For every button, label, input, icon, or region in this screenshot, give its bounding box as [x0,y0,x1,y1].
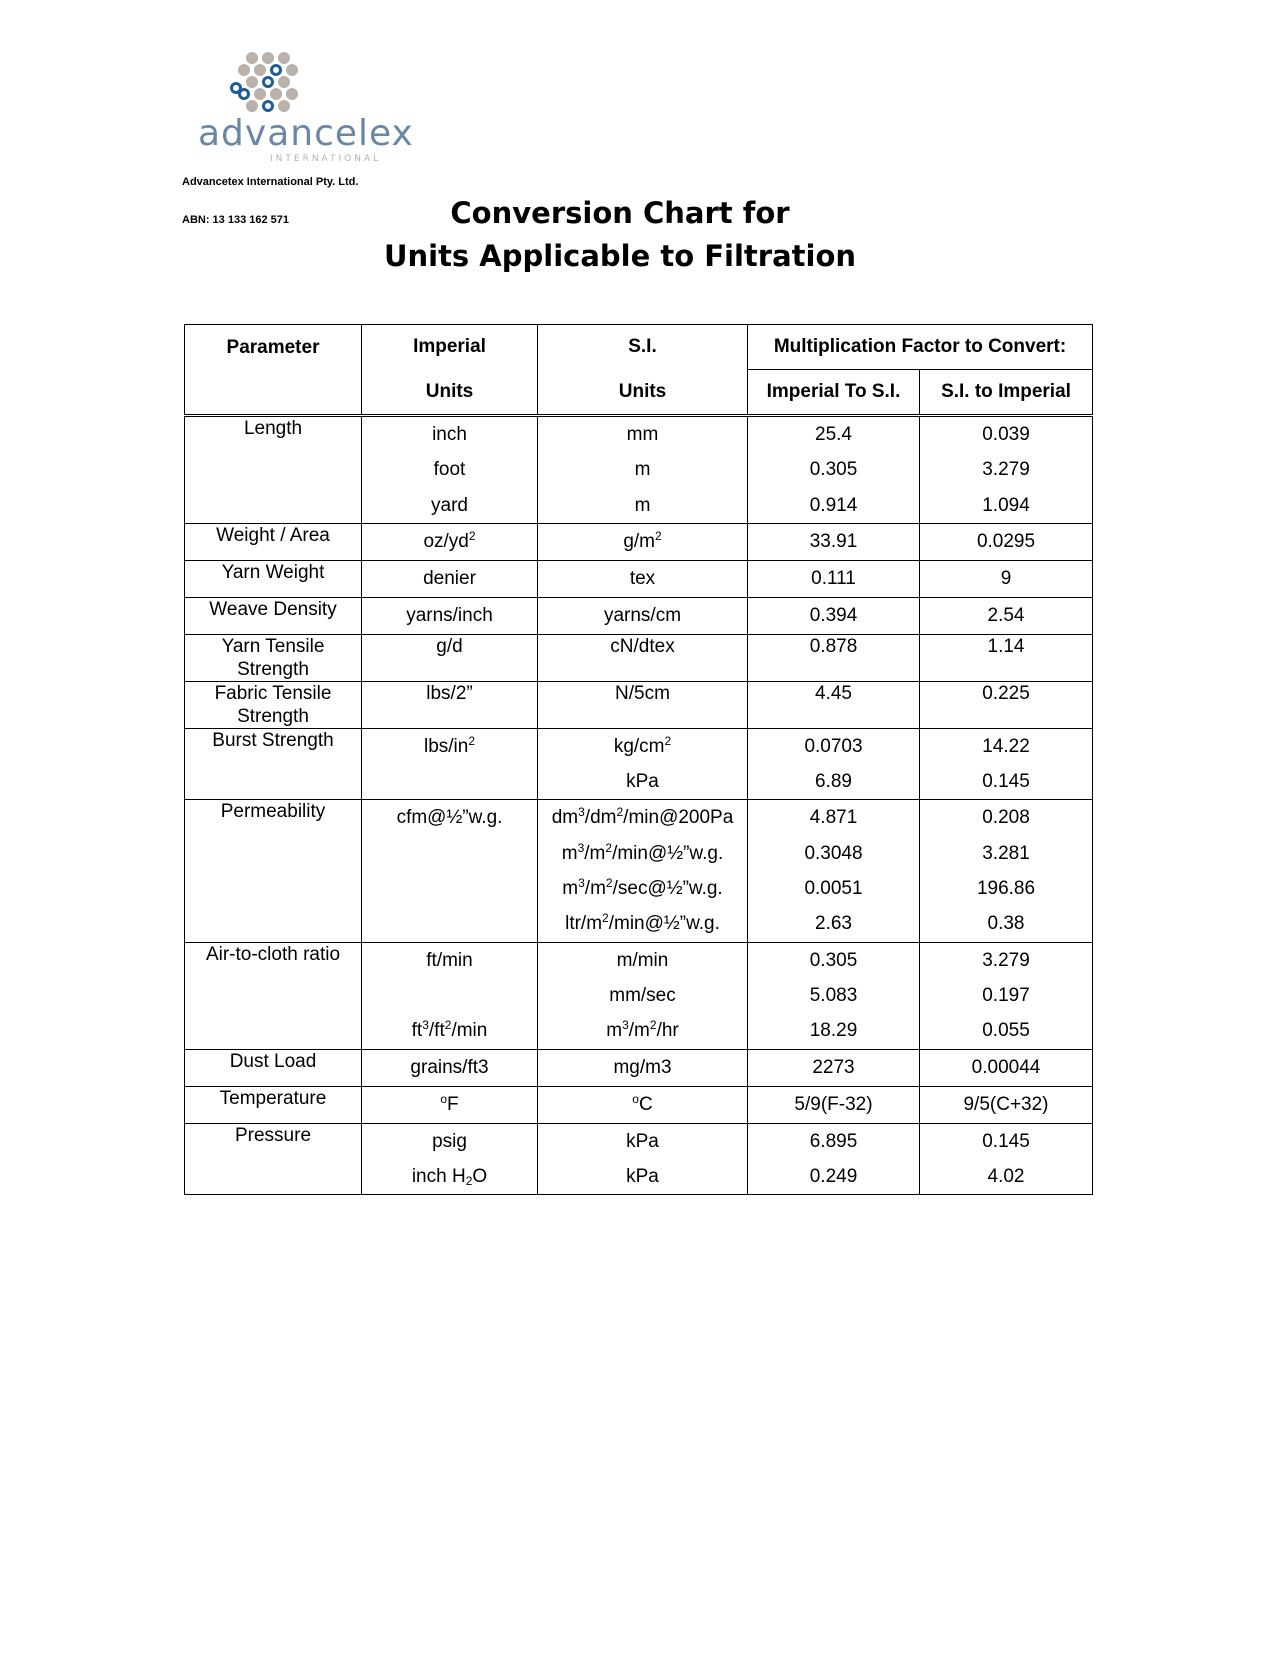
header-imperial-to-si: Imperial To S.I. [748,370,920,416]
logo-subtext: INTERNATIONAL [270,154,382,164]
param-fabric-tensile-strength: Fabric Tensile Strength [185,681,362,728]
cell-si: yarns/cm [538,597,748,634]
cell-si: $kg/cm^2$ kPa [538,728,748,800]
cell-si-to-imp: 2.54 [920,597,1093,634]
cell-si: mm m m [538,416,748,524]
table-row [185,728,1093,800]
cell-imp-to-si: 4.45 [748,681,920,728]
cell-imperial: ft/min $ft^3/ft^2/\min$ [362,942,538,1049]
cell-imp-to-si: 33.91 [748,523,920,560]
param-dust-load: Dust Load [185,1049,362,1086]
cell-imperial: $^o$F [362,1086,538,1123]
title-line-1: Conversion Chart for [450,196,790,230]
param-weave-density: Weave Density [185,597,362,634]
cell-si-to-imp: 14.22 0.145 [920,728,1093,800]
header-si-to-imperial: S.I. to Imperial [920,370,1093,416]
param-temperature: Temperature [185,1086,362,1123]
table-row [185,800,1093,942]
header-imperial-units: Units [362,370,538,416]
cell-si: kPa kPa [538,1123,748,1195]
cell-imperial: grains/ft3 [362,1049,538,1086]
logo-wordmark: advancelex [198,113,414,154]
cell-imp-to-si: 5/9(F-32) [748,1086,920,1123]
param-length: Length [185,416,362,524]
cell-imp-to-si: 0.878 [748,634,920,681]
cell-imp-to-si: 4.871 0.3048 0.0051 2.63 [748,800,920,942]
cell-imperial: denier [362,560,538,597]
cell-si-to-imp: 0.00044 [920,1049,1093,1086]
cell-si: $g/m^2$ [538,523,748,560]
cell-imp-to-si: 0.305 5.083 18.29 [748,942,920,1049]
cell-imp-to-si: 0.111 [748,560,920,597]
cell-si-to-imp: 0.0295 [920,523,1093,560]
cell-imperial: psig inch $H_2O$ [362,1123,538,1195]
cell-imperial: lbs/$in^2$ [362,728,538,800]
cell-si-to-imp: 0.145 4.02 [920,1123,1093,1195]
header-si-units: Units [538,370,748,416]
cell-si-to-imp: 1.14 [920,634,1093,681]
cell-si: m/min mm/sec $m^3/m^2/hr$ [538,942,748,1049]
param-permeability: Permeability [185,800,362,942]
header-imperial: Imperial [362,325,538,370]
cell-imperial: g/d [362,634,538,681]
cell-si: $^o$C [538,1086,748,1123]
cell-si-to-imp: 0.039 3.279 1.094 [920,416,1093,524]
param-yarn-tensile-strength: Yarn Tensile Strength [185,634,362,681]
table-row [185,523,1093,560]
table-row [185,416,1093,524]
cell-si: tex [538,560,748,597]
table-row [185,634,1093,681]
param-weight-area: Weight / Area [185,523,362,560]
cell-si-to-imp: 9/5(C+32) [920,1086,1093,1123]
param-yarn-weight: Yarn Weight [185,560,362,597]
conversion-table [184,324,1093,1195]
cell-si: mg/m3 [538,1049,748,1086]
cell-imp-to-si: 25.4 0.305 0.914 [748,416,920,524]
cell-imp-to-si: 0.394 [748,597,920,634]
cell-imperial: yarns/inch [362,597,538,634]
table-row [185,1123,1093,1195]
table-header [185,325,1093,416]
table-row [185,681,1093,728]
table-row [185,1049,1093,1086]
table-row [185,942,1093,1049]
cell-imperial: lbs/2” [362,681,538,728]
cell-imperial: cfm@½”w.g. [362,800,538,942]
company-abn: ABN: 13 133 162 571 [182,214,290,226]
header-multiplication-factor: Multiplication Factor to Convert: [748,325,1093,370]
cell-si: $dm^3/dm^2/\min@200Pa$ $m^3/m^2/\min@\frac{1}{2}”w.g$. $m^3/m^2/\sec@\frac{1}{2}”w.g$. ltr/$m^2/\min@\frac{1}{2}”w.g$. [538,800,748,942]
cell-imp-to-si: 0.0703 6.89 [748,728,920,800]
cell-si-to-imp: 0.208 3.281 196.86 0.38 [920,800,1093,942]
cell-imp-to-si: 2273 [748,1049,920,1086]
param-burst-strength: Burst Strength [185,728,362,800]
table-row [185,1086,1093,1123]
cell-si-to-imp: 0.225 [920,681,1093,728]
header-si: S.I. [538,325,748,370]
company-name: Advancetex International Pty. Ltd. [182,176,359,188]
cell-imp-to-si: 6.895 0.249 [748,1123,920,1195]
cell-si-to-imp: 3.279 0.197 0.055 [920,942,1093,1049]
page-title [330,192,910,278]
param-pressure: Pressure [185,1123,362,1195]
param-air-to-cloth-ratio: Air-to-cloth ratio [185,942,362,1049]
table-row [185,597,1093,634]
cell-si-to-imp: 9 [920,560,1093,597]
header-parameter: Parameter [185,325,362,416]
cell-imperial: inch foot yard [362,416,538,524]
cell-si: N/5cm [538,681,748,728]
cell-imperial: $oz/yd^2$ [362,523,538,560]
company-logo [198,50,414,168]
table-row [185,560,1093,597]
title-line-2: Units Applicable to Filtration [383,239,857,273]
cell-si: cN/dtex [538,634,748,681]
